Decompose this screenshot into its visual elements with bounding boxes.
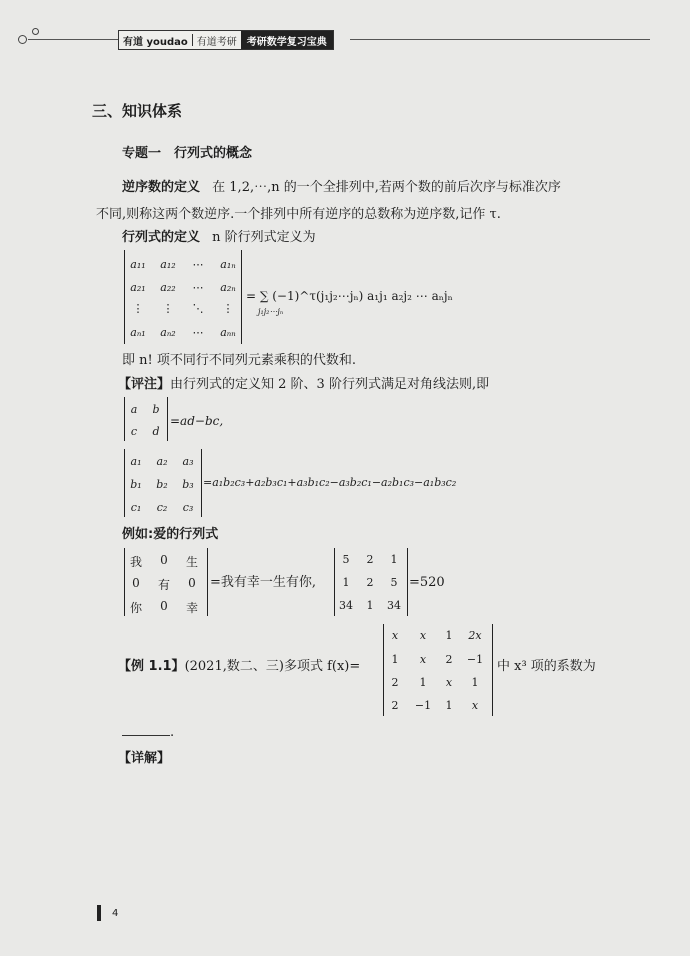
inversion-text-2: 不同,则称这两个数逆序.一个排列中所有逆序的总数称为逆序数,记作 τ. — [96, 207, 501, 222]
matrix-cell: a₁₁ — [130, 258, 146, 271]
matrix-cell: 2 — [445, 653, 453, 666]
matrix-cell: c₁ — [130, 501, 142, 514]
comment-line — [118, 378, 489, 391]
matrix-cell: x — [471, 699, 479, 712]
inversion-term: 逆序数的定义 — [122, 180, 201, 195]
inversion-text-1: 在 1,2,⋯,n 的一个全排列中,若两个数的前后次序与标准次序 — [212, 180, 561, 195]
header-brand — [118, 30, 334, 50]
matrix-cell: 5 — [390, 576, 398, 589]
det2-result: =ad−bc, — [170, 414, 224, 428]
header-dot-icon — [18, 35, 27, 44]
number-determinant — [334, 548, 408, 616]
matrix-cell: 1 — [390, 553, 398, 566]
matrix-cell: 2 — [366, 576, 374, 589]
det-def-term: 行列式的定义 — [122, 230, 201, 245]
matrix-cell: 2 — [366, 553, 374, 566]
love-example-label: 例如:爱的行列式 — [122, 527, 219, 542]
matrix-cell: 生 — [185, 555, 198, 569]
matrix-cell: 1 — [391, 653, 399, 666]
comment-tag: 【评注】 — [118, 377, 171, 392]
comment-text: 由行列式的定义知 2 阶、3 阶行列式满足对角线法则,即 — [170, 377, 490, 392]
matrix-cell: a₁ — [130, 455, 142, 468]
matrix-cell: 34 — [387, 599, 401, 612]
example-line — [118, 660, 360, 673]
matrix-cell: 1 — [342, 576, 350, 589]
det-definition-note: 即 n! 项不同行不同列元素乘积的代数和. — [122, 353, 356, 368]
matrix-cell: d — [152, 425, 160, 438]
matrix-cell: 我 — [129, 555, 142, 569]
matrix-cell: 5 — [342, 553, 350, 566]
matrix-cell: a₂ — [156, 455, 168, 468]
matrix-cell: 0 — [188, 576, 196, 590]
book-title: 考研数学复习宝典 — [241, 31, 333, 49]
matrix-cell: aₙ₂ — [160, 326, 176, 339]
brand-logo: 有道 youdao — [123, 36, 188, 48]
matrix-cell: ⋯ — [192, 258, 204, 271]
example-source: (2021,数二、三) — [184, 659, 284, 674]
love-determinant — [124, 548, 208, 616]
matrix-cell: 1 — [419, 676, 427, 689]
matrix-cell: a₂ₙ — [220, 281, 236, 294]
header-rule-left — [28, 39, 118, 40]
matrix-cell: ⋱ — [192, 302, 204, 315]
matrix-cell: a₂₂ — [160, 281, 176, 294]
example-tag: 【例 1.1】 — [118, 659, 185, 674]
love-result: =520 — [409, 575, 445, 590]
matrix-cell: b — [152, 403, 160, 416]
matrix-cell: 2 — [391, 699, 399, 712]
matrix-cell: b₃ — [182, 478, 194, 491]
matrix-cell: 0 — [132, 576, 140, 590]
matrix-cell: ⋯ — [192, 326, 204, 339]
matrix-cell: aₙₙ — [220, 326, 236, 339]
polynomial-determinant — [383, 624, 493, 716]
solution-tag: 【详解】 — [118, 751, 171, 766]
matrix-cell: c — [130, 425, 138, 438]
matrix-cell: aₙ₁ — [130, 326, 146, 339]
matrix-cell: 1 — [445, 629, 453, 642]
matrix-cell: a₂₁ — [130, 281, 146, 294]
matrix-cell: x — [445, 676, 453, 689]
matrix-cell: ⋮ — [132, 302, 144, 315]
example-text: 多项式 f(x)= — [283, 659, 361, 674]
inversion-line-1 — [122, 181, 561, 194]
matrix-cell: x — [391, 629, 399, 642]
second-order-determinant — [124, 397, 168, 441]
matrix-cell: 2x — [468, 629, 482, 642]
brand-sub: 有道考研 — [196, 36, 237, 48]
page-marker — [97, 905, 101, 921]
det3-result: =a₁b₂c₃+a₂b₃c₁+a₃b₁c₂−a₃b₂c₁−a₂b₁c₃−a₁b₃c₂ — [203, 476, 457, 489]
matrix-cell: b₁ — [130, 478, 142, 491]
matrix-cell: 1 — [445, 699, 453, 712]
topic-title: 专题一 行列式的概念 — [122, 146, 253, 161]
header-dot-icon — [32, 28, 39, 35]
section-title: 三、知识体系 — [92, 102, 183, 120]
matrix-cell: x — [419, 629, 427, 642]
matrix-cell: 有 — [157, 578, 170, 592]
page-number: 4 — [112, 908, 119, 919]
matrix-cell: −1 — [414, 699, 432, 712]
third-order-determinant — [124, 449, 202, 517]
matrix-cell: 1 — [366, 599, 374, 612]
matrix-cell: 幸 — [185, 601, 198, 615]
matrix-cell: b₂ — [156, 478, 168, 491]
example-tail: 中 x³ 项的系数为 — [497, 659, 596, 674]
matrix-cell: −1 — [466, 653, 484, 666]
matrix-cell: 1 — [471, 676, 479, 689]
matrix-cell: a₃ — [182, 455, 194, 468]
matrix-cell: a₁ₙ — [220, 258, 236, 271]
matrix-cell: ⋮ — [162, 302, 174, 315]
det-def-text: n 阶行列式定义为 — [212, 230, 316, 245]
matrix-cell: 0 — [160, 599, 168, 613]
matrix-cell: c₃ — [182, 501, 194, 514]
matrix-cell: a — [130, 403, 138, 416]
header-rule-right — [350, 39, 650, 40]
sum-subscript: j₁j₂⋯jₙ — [258, 307, 284, 316]
matrix-cell: 2 — [391, 676, 399, 689]
nth-order-determinant — [124, 250, 242, 344]
love-middle-text: =我有幸一生有你, — [210, 575, 317, 590]
matrix-cell: 34 — [339, 599, 353, 612]
det-def-line — [122, 231, 316, 244]
answer-blank-end: . — [170, 725, 175, 740]
matrix-cell: ⋮ — [222, 302, 234, 315]
matrix-cell: x — [419, 653, 427, 666]
answer-blank — [122, 735, 170, 736]
matrix-cell: a₁₂ — [160, 258, 176, 271]
matrix-cell: 0 — [160, 553, 168, 567]
matrix-cell: c₂ — [156, 501, 168, 514]
det-definition-formula: = ∑ (−1)^τ(j₁j₂⋯jₙ) a₁j₁ a₂j₂ ⋯ aₙjₙ — [246, 289, 453, 303]
matrix-cell: ⋯ — [192, 281, 204, 294]
matrix-cell: 你 — [129, 601, 142, 615]
